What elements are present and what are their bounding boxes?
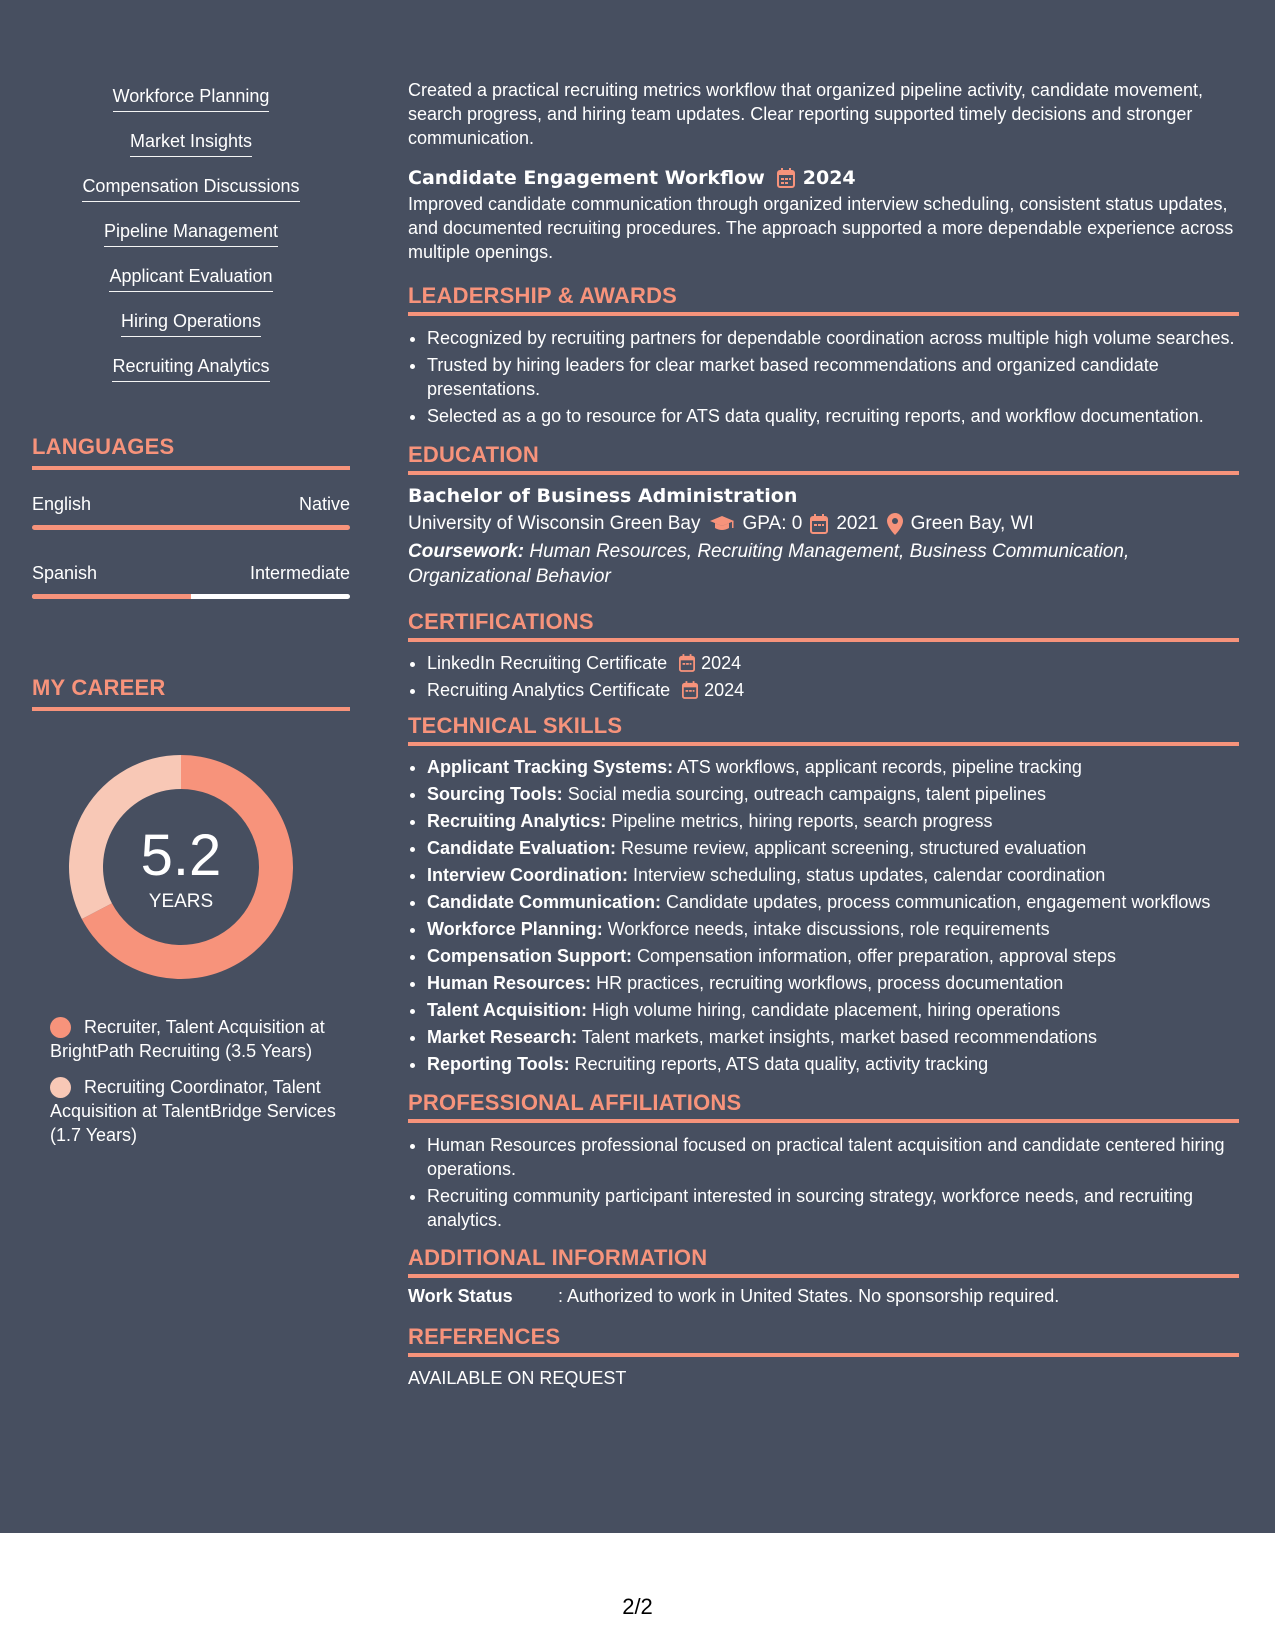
skill-value: Pipeline metrics, hiring reports, search progress [611, 811, 993, 831]
skill-tag-label: Hiring Operations [121, 309, 261, 337]
coursework-label: Coursework: [408, 541, 525, 562]
skill-label: Talent Acquisition: [427, 1000, 587, 1020]
list-item: • Recruiting community participant interested in sourcing strategy, workforce needs, and recruiting analytics. [427, 1184, 1239, 1232]
list-item [427, 755, 1239, 779]
education-details [408, 513, 1239, 535]
list-item [427, 998, 1239, 1022]
education-location: Green Bay, WI [910, 513, 1034, 534]
project-title-row [408, 165, 1239, 191]
project-title: Candidate Engagement Workflow [408, 167, 765, 189]
coursework-list: Human Resources, Recruiting Management, Business Communication, Organizational Behavior [408, 541, 1130, 587]
skill-value: Compensation information, offer preparation, approval steps [637, 946, 1116, 966]
affiliations-heading: PROFESSIONAL AFFILIATIONS [408, 1090, 1239, 1123]
skill-value: HR practices, recruiting workflows, process documentation [596, 973, 1064, 993]
career-item-text: Recruiting Coordinator, Talent Acquisition at TalentBridge Services (1.7 Years) [50, 1077, 336, 1145]
list-item [427, 1052, 1239, 1076]
skill-value: High volume hiring, candidate placement, hiring operations [592, 1000, 1061, 1020]
skill-tag-label: Pipeline Management [104, 219, 278, 247]
skill-tag [32, 264, 350, 309]
language-bar [32, 594, 350, 599]
list-item [427, 836, 1239, 860]
location-pin-icon [887, 513, 903, 535]
skill-label: Sourcing Tools: [427, 784, 563, 804]
skill-tag [32, 309, 350, 354]
language-row [32, 494, 350, 515]
calendar-icon [679, 654, 695, 672]
career-item [50, 1015, 340, 1063]
skill-value: Social media sourcing, outreach campaigns, talent pipelines [567, 784, 1046, 804]
list-item [427, 1025, 1239, 1049]
certifications-list [408, 651, 1239, 702]
language-row [32, 563, 350, 584]
skill-value: Talent markets, market insights, market based recommendations [581, 1027, 1097, 1047]
career-dot [50, 1077, 71, 1098]
coursework [408, 539, 1239, 589]
skill-value: Workforce needs, intake discussions, role requirements [607, 919, 1050, 939]
skill-tag [32, 219, 350, 264]
languages-heading: LANGUAGES [32, 434, 350, 470]
skill-label: Workforce Planning: [427, 919, 603, 939]
list-item [427, 809, 1239, 833]
skill-label: Reporting Tools: [427, 1054, 570, 1074]
list-item: • Human Resources professional focused on practical talent acquisition and candidate centered hiring operations. [427, 1133, 1239, 1181]
project-year: 2024 [802, 167, 856, 189]
career-donut-chart [66, 752, 296, 982]
list-item [427, 651, 1239, 675]
language-bar-fill [32, 594, 191, 599]
list-item [427, 944, 1239, 968]
skill-value: Resume review, applicant screening, structured evaluation [621, 838, 1087, 858]
skill-value: ATS workflows, applicant records, pipeline tracking [677, 757, 1082, 777]
language-name: English [32, 494, 92, 514]
work-status-value: : Authorized to work in United States. No sponsorship required. [558, 1286, 1060, 1306]
skill-label: Compensation Support: [427, 946, 632, 966]
skill-label: Candidate Evaluation: [427, 838, 617, 858]
list-item [427, 863, 1239, 887]
list-item: • Recognized by recruiting partners for dependable coordination across multiple high volume searches. [427, 326, 1239, 350]
degree-title: Bachelor of Business Administration [408, 485, 798, 507]
language-level: Native [298, 494, 350, 514]
skill-label: Human Resources: [427, 973, 592, 993]
work-status-label: Work Status [408, 1286, 513, 1306]
certificate-year: 2024 [701, 653, 742, 673]
certificate-name: • LinkedIn Recruiting Certificate [427, 653, 668, 673]
list-item [427, 917, 1239, 941]
graduation-cap-icon [709, 515, 735, 533]
skill-value: Recruiting reports, ATS data quality, activity tracking [574, 1054, 989, 1074]
language-level: Intermediate [249, 563, 350, 583]
list-item [427, 782, 1239, 806]
career-total: 5.2 [140, 823, 222, 888]
skill-tag [32, 174, 350, 219]
project-description: Improved candidate communication through organized interview scheduling, consistent status updates, and documented recruiting procedures. The approach supported a more dependable experience across multiple openings. [408, 194, 1234, 262]
certificate-year: 2024 [704, 680, 745, 700]
list-item: • Trusted by hiring leaders for clear market based recommendations and organized candidate presentations. [427, 353, 1239, 401]
references-heading: REFERENCES [408, 1324, 1239, 1357]
main-column [408, 78, 1239, 1390]
skill-value: Interview scheduling, status updates, calendar coordination [633, 865, 1106, 885]
language-bar [32, 525, 350, 530]
intro-paragraph: Created a practical recruiting metrics workflow that organized pipeline activity, candidate movement, search progress, and hiring team updates. Clear reporting supported timely decisions and stronger communication. [408, 80, 1204, 148]
skill-value: Candidate updates, process communication, engagement workflows [666, 892, 1211, 912]
certificate-name: • Recruiting Analytics Certificate [427, 680, 671, 700]
affiliations-list [408, 1133, 1239, 1232]
career-item-text: Recruiter, Talent Acquisition at BrightPath Recruiting (3.5 Years) [50, 1017, 325, 1061]
skill-tags [32, 84, 350, 399]
career-list [50, 1015, 340, 1159]
list-item [427, 890, 1239, 914]
career-dot [50, 1017, 71, 1038]
skill-label: Applicant Tracking Systems: [427, 757, 674, 777]
list-item [427, 971, 1239, 995]
skill-label: Recruiting Analytics: [427, 811, 607, 831]
career-unit: YEARS [148, 891, 214, 912]
skill-tag-label: Compensation Discussions [82, 174, 299, 202]
skill-tag-label: Market Insights [130, 129, 252, 157]
leadership-heading: LEADERSHIP & AWARDS [408, 283, 1239, 316]
technical-skills-list [408, 755, 1239, 1076]
skill-tag [32, 354, 350, 399]
additional-info-heading: ADDITIONAL INFORMATION [408, 1245, 1239, 1278]
graduation-year: 2021 [836, 513, 879, 534]
school-name: University of Wisconsin Green Bay [408, 513, 701, 534]
calendar-icon [777, 168, 795, 188]
skill-tag [32, 84, 350, 129]
list-item [427, 678, 1239, 702]
skill-label: Market Research: [427, 1027, 578, 1047]
gpa: GPA: 0 [742, 513, 803, 534]
language-bar-fill [32, 525, 350, 530]
skill-tag-label: Recruiting Analytics [112, 354, 269, 382]
technical-skills-heading: TECHNICAL SKILLS [408, 713, 1239, 746]
leadership-list [408, 326, 1239, 428]
career-item [50, 1075, 340, 1147]
language-name: Spanish [32, 563, 98, 583]
page-number: 2/2 [622, 1594, 653, 1619]
skill-label: Interview Coordination: [427, 865, 629, 885]
calendar-icon [810, 514, 828, 534]
education-heading: EDUCATION [408, 442, 1239, 475]
career-heading: MY CAREER [32, 675, 350, 711]
certifications-heading: CERTIFICATIONS [408, 609, 1239, 642]
references-value: AVAILABLE ON REQUEST [408, 1368, 627, 1388]
skill-tag-label: Applicant Evaluation [109, 264, 272, 292]
skill-label: Candidate Communication: [427, 892, 662, 912]
skill-tag-label: Workforce Planning [113, 84, 270, 112]
skill-tag [32, 129, 350, 174]
work-status-row [408, 1284, 1239, 1308]
calendar-icon [682, 681, 698, 699]
list-item: • Selected as a go to resource for ATS data quality, recruiting reports, and workflow documentation. [427, 404, 1239, 428]
